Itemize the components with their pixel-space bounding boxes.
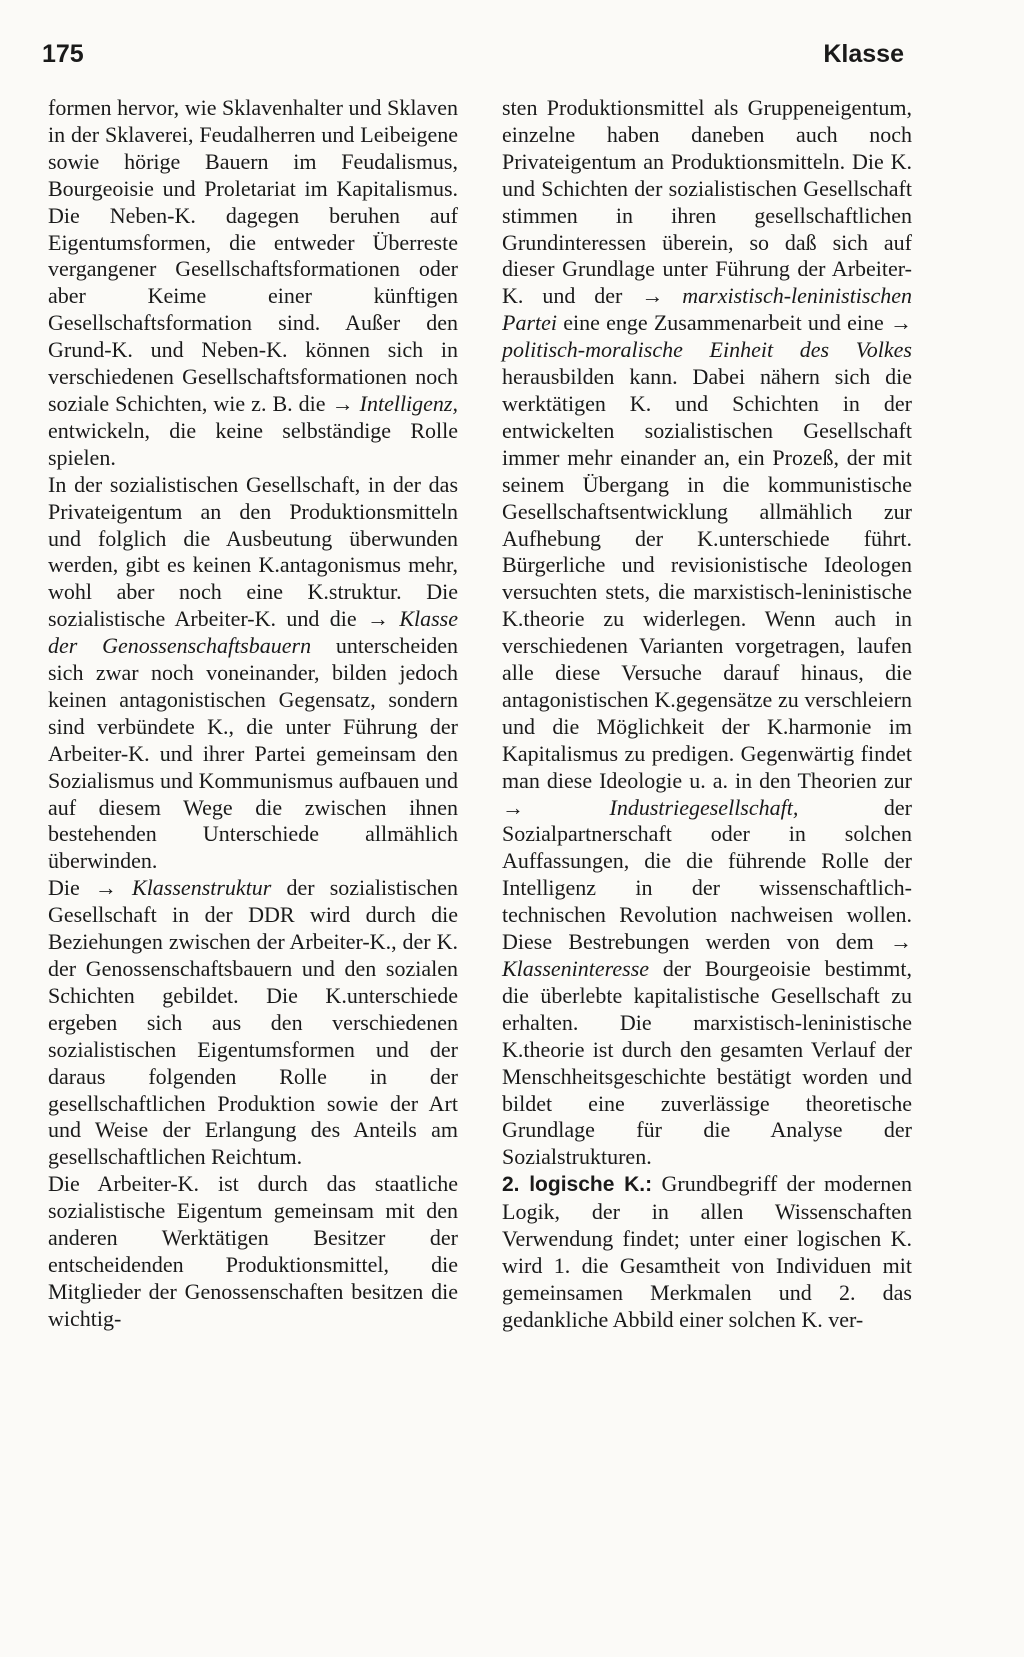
cross-reference: marxistisch-leninistischen Partei xyxy=(502,283,913,336)
cross-reference: Industriegesellschaft, xyxy=(609,794,799,820)
paragraph xyxy=(48,472,458,876)
body-text: entwickeln, die keine selbständige Rolle spielen. xyxy=(48,417,458,470)
right-column xyxy=(502,95,912,1334)
body-text: der sozialistischen Gesellschaft in der DDR wird durch die Beziehungen zwischen der Arbeiter-K., der K. der Genossenschaftsbauern und den sozialen Schichten gebildet. Die K.unterschiede ergeben sich aus den verschiedenen sozialistischen Eigentumsformen und der daraus folgenden Rolle in der gesellschaftlichen Produktion sowie der Art und Weise der Erlangung des Anteils am gesellschaftlichen Reichtum. xyxy=(48,875,459,1170)
cross-reference: Klassenstruktur xyxy=(132,875,272,901)
left-column xyxy=(48,95,458,1333)
body-text: sten Produktionsmittel als Gruppeneigentum, einzelne haben daneben auch noch Privateigentum an Produktionsmitteln. Die K. und Schichten der sozialistischen Gesellschaft stimmen in ihren gesellschaftlichen Grundinteressen überein, so daß sich auf dieser Grundlage unter Führung der Arbeiter-K. und der xyxy=(502,95,912,309)
body-text: formen hervor, wie Sklavenhalter und Sklaven in der Sklaverei, Feudalherren und Leibeigene sowie hörige Bauern im Feudalismus, Bourgeoisie und Proletariat im Kapitalismus. Die Neben-K. dagegen beruhen auf Eigentumsformen, die entweder Überreste vergangener Gesellschaftsformationen oder aber Keime einer künftigen Gesellschaftsformation sind. Außer den Grund-K. und Neben-K. können sich in verschiedenen Gesellschaftsformationen noch soziale Schichten, wie z. B. die xyxy=(48,95,458,416)
body-text: der Sozialpartnerschaft oder in solchen Auffassungen, die die führende Rolle der Intelligenz in der wissenschaftlich-technischen Revolution nachweisen wollen. Diese Bestrebungen werden von dem xyxy=(502,794,912,955)
entry-lemma: 2. logische K.: xyxy=(502,1173,653,1197)
paragraph xyxy=(48,875,458,1171)
cross-reference: politisch-moralische Einheit des Volkes xyxy=(502,337,912,363)
paragraph xyxy=(48,95,458,472)
body-text: Die Arbeiter-K. ist durch das staatliche sozialistische Eigentum gemeinsam mit den anderen Werktätigen Besitzer der entscheidenden Produktionsmittel, die Mitglieder der Genossenschaften besitzen die wichtig- xyxy=(48,1171,458,1331)
paragraph xyxy=(48,1171,458,1332)
paragraph xyxy=(502,95,912,1171)
body-text: In der sozialistischen Gesellschaft, in der das Privateigentum an den Produktionsmitteln und folglich die Ausbeutung überwunden werden, gibt es keinen K.antagonismus mehr, wohl aber noch eine K.struktur. Die sozialistische Arbeiter-K. und die xyxy=(48,471,458,632)
body-text: der Bourgeoisie bestimmt, die überlebte kapitalistische Gesellschaft zu erhalten. Die marxistisch-leninistische K.theorie ist durch den gesamten Verlauf der Menschheitsgeschichte bestätigt worden und bildet eine zuverlässige theoretische Grundlage für die Analyse der Sozialstrukturen. xyxy=(502,956,912,1170)
cross-reference-arrow-icon: → xyxy=(502,794,524,820)
cross-reference: Klasseninteresse xyxy=(502,956,650,981)
cross-reference-arrow-icon: → xyxy=(890,310,912,336)
cross-reference: Klasse der Genossenschaftsbauern xyxy=(48,606,458,659)
cross-reference-arrow-icon: → xyxy=(890,929,912,955)
cross-reference-arrow-icon: → xyxy=(641,283,664,309)
body-text: Grundbegriff der modernen Logik, der in allen Wissenschaften Verwendung findet; unter einer logischen K. wird 1. die Gesamtheit von Individuen mit gemeinsamen Merkmalen und 2. das gedankliche Abbild einer solchen K. ver- xyxy=(502,1171,912,1332)
body-text: eine enge Zusammenarbeit und eine xyxy=(557,310,890,336)
page-number: 175 xyxy=(42,40,84,68)
body-text: herausbilden kann. Dabei nähern sich die werktätigen K. und Schichten in der entwickelten sozialistischen Gesellschaft immer mehr einander an, ein Prozeß, der mit seinem Übergang in die kommunistische Gesellschaftsentwicklung allmählich zur Aufhebung der K.unterschiede führt. Bürgerliche und revisionistische Ideologen versuchten stets, die marxistisch-leninistische K.theorie zu widerlegen. Wenn auch in verschiedenen Varianten vorgetragen, laufen alle diese Versuche darauf hinaus, die antagonistischen K.gegensätze zu verschleiern und die Möglichkeit der K.harmonie im Kapitalismus zu predigen. Gegenwärtig findet man diese Ideologie u. a. in den Theorien zur xyxy=(502,364,912,793)
cross-reference-arrow-icon: → xyxy=(94,875,117,901)
body-text: Die xyxy=(48,875,95,901)
cross-reference-arrow-icon: → xyxy=(331,390,354,416)
running-head: Klasse xyxy=(823,40,904,68)
cross-reference: Intelligenz, xyxy=(359,390,458,416)
cross-reference-arrow-icon: → xyxy=(366,606,389,632)
body-text: unterscheiden sich zwar noch voneinander, bilden jedoch keinen antagonistischen Gegensatz, sondern sind verbündete K., die unter Führung der Arbeiter-K. und ihrer Partei gemeinsam den Sozialismus und Kommunismus aufbauen und auf diesem Wege die zwischen ihnen bestehenden Unterschiede allmählich überwinden. xyxy=(48,633,458,874)
paragraph xyxy=(502,1171,912,1333)
